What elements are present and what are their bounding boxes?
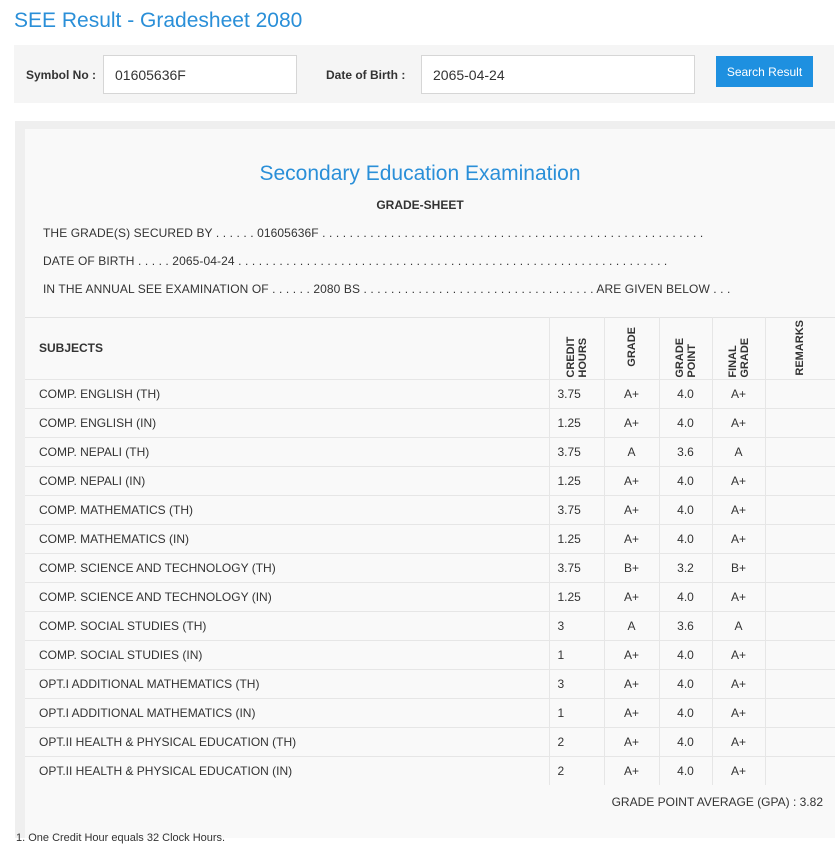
grade-cell: A+ (604, 408, 659, 437)
final-grade-cell: A+ (712, 669, 765, 698)
final-grade-cell: A+ (712, 408, 765, 437)
grade-point-cell: 3.2 (659, 553, 712, 582)
subject-cell: COMP. SCIENCE AND TECHNOLOGY (TH) (25, 553, 549, 582)
table-row (25, 379, 835, 408)
final-grade-cell: A+ (712, 524, 765, 553)
grade-cell: A+ (604, 495, 659, 524)
grade-point-cell: 4.0 (659, 379, 712, 408)
subject-cell: COMP. MATHEMATICS (TH) (25, 495, 549, 524)
subject-cell: COMP. NEPALI (IN) (25, 466, 549, 495)
gpa-summary: GRADE POINT AVERAGE (GPA) : 3.82 (611, 795, 823, 809)
final-grade-cell: A (712, 437, 765, 466)
subject-cell: COMP. NEPALI (TH) (25, 437, 549, 466)
grade-point-cell: 3.6 (659, 611, 712, 640)
credit-hours-cell: 1.25 (549, 466, 604, 495)
subject-cell: COMP. ENGLISH (TH) (25, 379, 549, 408)
grade-cell: B+ (604, 553, 659, 582)
table-row (25, 437, 835, 466)
table-row (25, 611, 835, 640)
credit-hours-cell: 3.75 (549, 379, 604, 408)
page-title: SEE Result - Gradesheet 2080 (14, 9, 303, 32)
credit-hours-cell: 2 (549, 756, 604, 785)
table-row (25, 640, 835, 669)
subject-cell: COMP. ENGLISH (IN) (25, 408, 549, 437)
credit-hours-cell: 1.25 (549, 408, 604, 437)
final-grade-cell: A+ (712, 756, 765, 785)
remarks-cell (765, 611, 835, 640)
credit-hours-cell: 3.75 (549, 495, 604, 524)
dob-line: DATE OF BIRTH . . . . . 2065-04-24 . . . . . . . . . . . . . . . . . . . . . . . . . . . . . . . . . . . . . . . . . . . . . . . . . . . . . . . . . . . . . . . (43, 254, 668, 268)
remarks-cell (765, 524, 835, 553)
header-grade-point: GRADE POINT (659, 318, 712, 380)
remarks-cell (765, 495, 835, 524)
grades-table (25, 317, 835, 785)
secured-by-line: THE GRADE(S) SECURED BY . . . . . . 01605636F . . . . . . . . . . . . . . . . . . . . . . . . . . . . . . . . . . . . . . . . . . . . . . . . . . . . . . . . (43, 226, 704, 240)
footnote: 1. One Credit Hour equals 32 Clock Hours. (16, 832, 226, 844)
table-row (25, 698, 835, 727)
grade-point-cell: 4.0 (659, 582, 712, 611)
subject-cell: OPT.II HEALTH & PHYSICAL EDUCATION (TH) (25, 727, 549, 756)
header-final-grade: FINAL GRADE (712, 318, 765, 380)
credit-hours-cell: 1 (549, 698, 604, 727)
grade-cell: A+ (604, 727, 659, 756)
credit-hours-cell: 1 (549, 640, 604, 669)
exam-line: IN THE ANNUAL SEE EXAMINATION OF . . . . . . 2080 BS . . . . . . . . . . . . . . . . . . . . . . . . . . . . . . . . . . ARE GIVEN BELOW . . . (43, 282, 731, 296)
grade-cell: A+ (604, 698, 659, 727)
grade-cell: A+ (604, 582, 659, 611)
search-result-button[interactable]: Search Result (716, 56, 813, 87)
remarks-cell (765, 698, 835, 727)
credit-hours-cell: 1.25 (549, 524, 604, 553)
subject-cell: COMP. SCIENCE AND TECHNOLOGY (IN) (25, 582, 549, 611)
grade-point-cell: 4.0 (659, 524, 712, 553)
grade-point-cell: 4.0 (659, 727, 712, 756)
table-row (25, 582, 835, 611)
remarks-cell (765, 466, 835, 495)
remarks-cell (765, 640, 835, 669)
gradesheet-title: GRADE-SHEET (376, 198, 464, 212)
table-row (25, 408, 835, 437)
grade-cell: A+ (604, 466, 659, 495)
table-row (25, 524, 835, 553)
credit-hours-cell: 3 (549, 669, 604, 698)
final-grade-cell: A+ (712, 640, 765, 669)
remarks-cell (765, 379, 835, 408)
header-credit-hours: CREDIT HOURS (549, 318, 604, 380)
table-row (25, 669, 835, 698)
final-grade-cell: A+ (712, 582, 765, 611)
table-row (25, 553, 835, 582)
table-row (25, 466, 835, 495)
subject-cell: COMP. SOCIAL STUDIES (IN) (25, 640, 549, 669)
grade-point-cell: 4.0 (659, 495, 712, 524)
grade-cell: A (604, 437, 659, 466)
final-grade-cell: A+ (712, 466, 765, 495)
symbol-no-input[interactable] (103, 55, 297, 94)
credit-hours-cell: 3.75 (549, 437, 604, 466)
table-header-row (25, 318, 835, 380)
grade-point-cell: 4.0 (659, 466, 712, 495)
remarks-cell (765, 669, 835, 698)
credit-hours-cell: 1.25 (549, 582, 604, 611)
header-grade: GRADE (604, 318, 659, 380)
remarks-cell (765, 437, 835, 466)
dob-label: Date of Birth : (326, 68, 406, 82)
symbol-no-label: Symbol No : (26, 68, 97, 82)
header-remarks: REMARKS (765, 318, 835, 380)
header-subjects: SUBJECTS (25, 318, 549, 380)
search-form (14, 45, 834, 103)
table-row (25, 727, 835, 756)
gradesheet (25, 129, 835, 838)
final-grade-cell: A+ (712, 698, 765, 727)
remarks-cell (765, 582, 835, 611)
final-grade-cell: A+ (712, 379, 765, 408)
dob-input[interactable] (421, 55, 695, 94)
subject-cell: OPT.I ADDITIONAL MATHEMATICS (TH) (25, 669, 549, 698)
grade-cell: A (604, 611, 659, 640)
remarks-cell (765, 727, 835, 756)
final-grade-cell: B+ (712, 553, 765, 582)
credit-hours-cell: 3 (549, 611, 604, 640)
grade-point-cell: 4.0 (659, 756, 712, 785)
grade-point-cell: 4.0 (659, 640, 712, 669)
final-grade-cell: A+ (712, 727, 765, 756)
final-grade-cell: A+ (712, 495, 765, 524)
remarks-cell (765, 553, 835, 582)
credit-hours-cell: 3.75 (549, 553, 604, 582)
credit-hours-cell: 2 (549, 727, 604, 756)
grade-point-cell: 4.0 (659, 698, 712, 727)
grade-point-cell: 4.0 (659, 669, 712, 698)
grade-point-cell: 4.0 (659, 408, 712, 437)
final-grade-cell: A (712, 611, 765, 640)
grade-point-cell: 3.6 (659, 437, 712, 466)
subject-cell: OPT.I ADDITIONAL MATHEMATICS (IN) (25, 698, 549, 727)
grade-cell: A+ (604, 669, 659, 698)
grade-cell: A+ (604, 640, 659, 669)
remarks-cell (765, 756, 835, 785)
grade-cell: A+ (604, 524, 659, 553)
exam-title: Secondary Education Examination (259, 162, 581, 185)
grade-cell: A+ (604, 379, 659, 408)
subject-cell: COMP. SOCIAL STUDIES (TH) (25, 611, 549, 640)
gradesheet-panel (15, 121, 835, 838)
subject-cell: OPT.II HEALTH & PHYSICAL EDUCATION (IN) (25, 756, 549, 785)
table-row (25, 756, 835, 785)
grade-cell: A+ (604, 756, 659, 785)
subject-cell: COMP. MATHEMATICS (IN) (25, 524, 549, 553)
table-row (25, 495, 835, 524)
remarks-cell (765, 408, 835, 437)
